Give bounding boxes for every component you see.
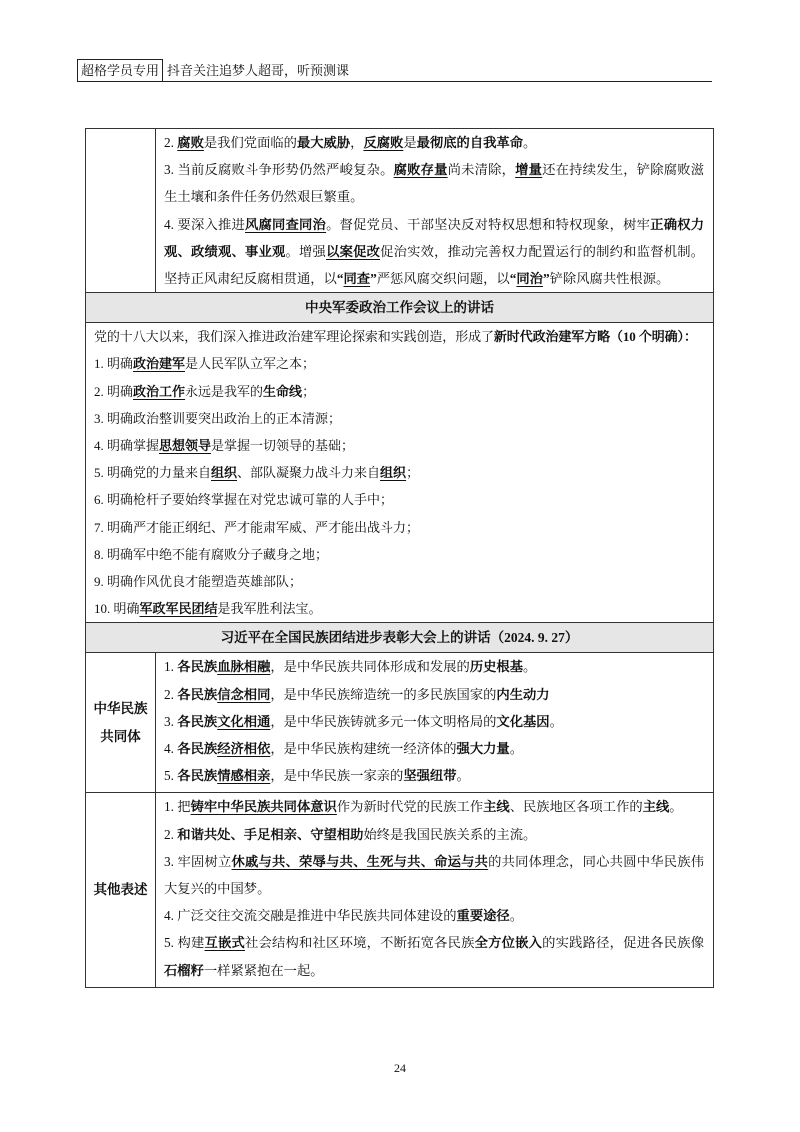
text-run: 5. bbox=[164, 768, 178, 784]
section-header-row bbox=[86, 293, 714, 323]
bold-keyword: 正确权力观、政绩观、事业观 bbox=[164, 216, 705, 259]
list-item bbox=[164, 902, 704, 929]
list-item bbox=[164, 708, 704, 735]
text-run: 严惩风腐交织问题，以 bbox=[376, 271, 510, 287]
page-header bbox=[77, 59, 712, 82]
section-row-anticorruption bbox=[86, 129, 714, 293]
text-run: 是掌握一切领导的基础； bbox=[211, 438, 355, 454]
empty-label-cell bbox=[86, 129, 156, 293]
text-run: ，是中华民族铸就多元一体文明格局的 bbox=[270, 713, 497, 729]
list-item bbox=[164, 156, 704, 210]
bold-keyword: 主线 bbox=[483, 799, 510, 815]
text-run: 5. 明确党的力量来自 bbox=[94, 465, 212, 481]
text-run: 3. 牢固树立 bbox=[164, 853, 232, 869]
text-run: 。 bbox=[523, 659, 537, 675]
summary-table bbox=[85, 128, 714, 988]
section-header-row bbox=[86, 623, 714, 653]
text-run: 铲除风腐共性根源。 bbox=[549, 271, 670, 287]
list-item bbox=[164, 762, 704, 789]
bold-keyword: 最彻底的自我革命 bbox=[416, 135, 524, 150]
text-run: 3. 当前反腐败斗争形势仍然严峻复杂。 bbox=[164, 162, 394, 178]
underlined-keyword: 情感相亲 bbox=[217, 768, 271, 784]
underlined-keyword: 文化相通 bbox=[217, 713, 271, 729]
underlined-keyword: 军政军民团结 bbox=[139, 601, 218, 617]
text-run: 4. 明确掌握 bbox=[94, 438, 160, 454]
list-item bbox=[94, 541, 709, 568]
text-run: 党的十八大以来，我们深入推进政治建军理论探索和实践创造，形成了 bbox=[94, 329, 494, 345]
list-item bbox=[164, 848, 704, 902]
list-item bbox=[94, 568, 709, 595]
text-run: 2. bbox=[164, 826, 178, 842]
underlined-keyword: 政治工作 bbox=[133, 383, 186, 399]
text-run: 9. 明确作风优良才能塑造英雄部队； bbox=[94, 574, 303, 590]
text-run: 。 bbox=[669, 799, 683, 815]
text-run: 社会结构和社区环境，不断拓宽各民族 bbox=[245, 935, 475, 951]
text-run: 。 bbox=[456, 768, 470, 784]
intro-paragraph bbox=[94, 323, 709, 350]
text-run: ，是中华民族缔造统一的多民族国家的 bbox=[270, 686, 497, 702]
list-item bbox=[94, 486, 709, 513]
bold-keyword: 最大威胁 bbox=[296, 135, 351, 150]
text-run: 8. 明确军中绝不能有腐败分子藏身之地； bbox=[94, 546, 329, 562]
section-row-community bbox=[86, 653, 714, 793]
bold-keyword: 各民族 bbox=[177, 686, 218, 702]
bold-keyword: 主线 bbox=[642, 799, 670, 815]
underlined-keyword: 同治 bbox=[516, 271, 543, 287]
content-cell bbox=[156, 653, 714, 793]
underlined-keyword: 腐败 bbox=[177, 135, 204, 150]
bold-keyword: 新时代政治建军方略（10 个明确）： bbox=[493, 329, 697, 345]
bold-keyword: 全方位嵌入 bbox=[474, 935, 543, 951]
group-label: 中华民族共同体 bbox=[86, 653, 156, 793]
text-run: 1. bbox=[164, 659, 178, 675]
text-run: 的实践路径，促进各民族像 bbox=[542, 935, 705, 951]
text-run: ； bbox=[406, 465, 420, 481]
bold-keyword: 历史根基 bbox=[469, 659, 524, 675]
text-run: 。 bbox=[549, 713, 563, 729]
list-item bbox=[164, 735, 704, 762]
text-run: 。 bbox=[523, 135, 537, 150]
list-item bbox=[164, 653, 704, 680]
text-run: 2. bbox=[164, 135, 178, 150]
text-run: ，是中华民族构建统一经济体的 bbox=[270, 741, 457, 757]
text-run: 、部队凝聚力战斗力来自 bbox=[237, 465, 381, 481]
text-run: ，是中华民族一家亲的 bbox=[270, 768, 404, 784]
content-cell bbox=[86, 323, 714, 623]
text-run: ； bbox=[302, 383, 316, 399]
section-row-military bbox=[86, 323, 714, 623]
list-item bbox=[164, 793, 704, 820]
bold-keyword: 文化基因 bbox=[496, 713, 550, 729]
underlined-keyword: 政治建军 bbox=[133, 356, 186, 372]
text-run: 始终是我国民族关系的主流。 bbox=[363, 826, 537, 842]
text-run: ， bbox=[350, 135, 364, 150]
bold-keyword: ” bbox=[542, 271, 550, 287]
text-run: 4. 要深入推进 bbox=[164, 216, 246, 232]
text-run: 1. 把 bbox=[164, 799, 191, 815]
bold-keyword: 各民族 bbox=[177, 768, 218, 784]
text-run: 3. bbox=[164, 713, 178, 729]
text-run: 4. 广泛交往交流交融是推进中华民族共同体建设的 bbox=[164, 908, 457, 924]
text-run: 永远是我军的 bbox=[185, 383, 264, 399]
bold-keyword: 坚强纽带 bbox=[403, 768, 457, 784]
bold-keyword: 和谐共处、手足相亲、守望相助 bbox=[177, 826, 364, 842]
underlined-keyword: 增量 bbox=[515, 162, 543, 178]
page-number: 24 bbox=[394, 1061, 406, 1075]
bold-keyword: 内生动力 bbox=[496, 686, 550, 702]
underlined-keyword: 经济相依 bbox=[217, 741, 271, 757]
underlined-keyword: 同查 bbox=[343, 271, 371, 287]
bold-keyword: 强大力量 bbox=[456, 741, 510, 757]
bold-keyword: “ bbox=[509, 271, 517, 287]
group-label: 其他表述 bbox=[86, 793, 156, 988]
text-run: 、民族地区各项工作的 bbox=[509, 799, 643, 815]
text-run: 一样紧紧抱在一起。 bbox=[203, 962, 324, 978]
text-run: 。督促党员、干部坚决反对特权思想和特权现象，树牢 bbox=[326, 216, 651, 232]
underlined-keyword: 互嵌式 bbox=[204, 935, 246, 951]
underlined-keyword: 组织 bbox=[380, 465, 407, 481]
bold-keyword: 各民族 bbox=[177, 713, 218, 729]
text-run: ，是中华民族共同体形成和发展的 bbox=[270, 659, 470, 675]
bold-keyword: “ bbox=[336, 271, 344, 287]
text-run: 。 bbox=[509, 741, 524, 757]
bold-keyword: 生命线 bbox=[263, 383, 303, 399]
header-note: 抖音关注追梦人超哥，听预测课 bbox=[167, 63, 350, 78]
underlined-keyword: 铸牢中华民族共同体意识 bbox=[190, 799, 337, 815]
text-run: 7. 明确严才能正纲纪、严才能肃军威、严才能出战斗力； bbox=[94, 519, 420, 535]
text-run: 是我军胜利法宝。 bbox=[217, 601, 322, 617]
underlined-keyword: 组织 bbox=[211, 465, 238, 481]
list-item bbox=[164, 211, 704, 293]
list-item bbox=[164, 821, 704, 848]
text-run: 3. 明确政治整训要突出政治上的正本清源； bbox=[94, 410, 342, 426]
underlined-keyword: 休戚与共、荣辱与共、生死与共、命运与共 bbox=[231, 853, 489, 869]
list-item bbox=[94, 432, 709, 459]
bold-keyword: 重要途径 bbox=[456, 908, 510, 924]
list-item bbox=[164, 929, 704, 983]
list-item bbox=[94, 514, 709, 541]
section-title: 习近平在全国民族团结进步表彰大会上的讲话（2024. 9. 27） bbox=[86, 623, 714, 653]
content-cell bbox=[156, 129, 714, 293]
text-run: 的共同体理念，同心共圆中华民族伟大复兴的中国梦。 bbox=[164, 853, 705, 897]
text-run: 是人民军队立军之本； bbox=[185, 356, 316, 372]
text-run: 。 bbox=[509, 908, 524, 924]
text-run: 10. 明确 bbox=[94, 601, 140, 617]
text-run: 是我们党面临的 bbox=[203, 135, 297, 150]
text-run: 1. 明确 bbox=[94, 356, 134, 372]
point-list bbox=[94, 350, 709, 622]
text-run: 促治实效，推动完善权力配置运行的制约和监督机制。坚持正风肃纪反腐相贯通，以 bbox=[164, 243, 705, 287]
list-item bbox=[94, 459, 709, 486]
list-item bbox=[164, 681, 704, 708]
text-run: 尚未清除， bbox=[447, 162, 516, 178]
section-title: 中央军委政治工作会议上的讲话 bbox=[86, 293, 714, 323]
section-row-other bbox=[86, 793, 714, 988]
content-cell bbox=[156, 793, 714, 988]
underlined-keyword: 血脉相融 bbox=[217, 659, 271, 675]
underlined-keyword: 以案促改 bbox=[326, 243, 381, 259]
text-run: 是 bbox=[403, 135, 417, 150]
underlined-keyword: 信念相同 bbox=[217, 686, 271, 702]
text-run: 2. bbox=[164, 686, 178, 702]
text-run: 。增强 bbox=[285, 243, 327, 259]
bold-keyword: ” bbox=[370, 271, 377, 287]
text-run: 6. 明确枪杆子要始终掌握在对党忠诚可靠的人手中； bbox=[94, 492, 394, 508]
underlined-keyword: 思想领导 bbox=[159, 438, 212, 454]
text-run: 还在持续发生，铲除腐败滋生土壤和条件任务仍然艰巨繁重。 bbox=[164, 162, 705, 205]
underlined-keyword: 反腐败 bbox=[363, 135, 404, 150]
text-run: 4. bbox=[164, 741, 178, 757]
underlined-keyword: 腐败存量 bbox=[393, 162, 448, 178]
list-item bbox=[94, 350, 709, 377]
list-item bbox=[94, 595, 709, 622]
underlined-keyword: 风腐同查同治 bbox=[245, 216, 327, 232]
bold-keyword: 石榴籽 bbox=[164, 962, 204, 978]
member-badge: 超格学员专用 bbox=[77, 59, 163, 81]
list-item bbox=[94, 378, 709, 405]
bold-keyword: 各民族 bbox=[177, 659, 218, 675]
list-item bbox=[164, 129, 704, 156]
text-run: 作为新时代党的民族工作 bbox=[336, 799, 484, 815]
text-run: 5. 构建 bbox=[164, 935, 205, 951]
bold-keyword: 各民族 bbox=[177, 741, 218, 757]
list-item bbox=[94, 405, 709, 432]
text-run: 2. 明确 bbox=[94, 383, 134, 399]
